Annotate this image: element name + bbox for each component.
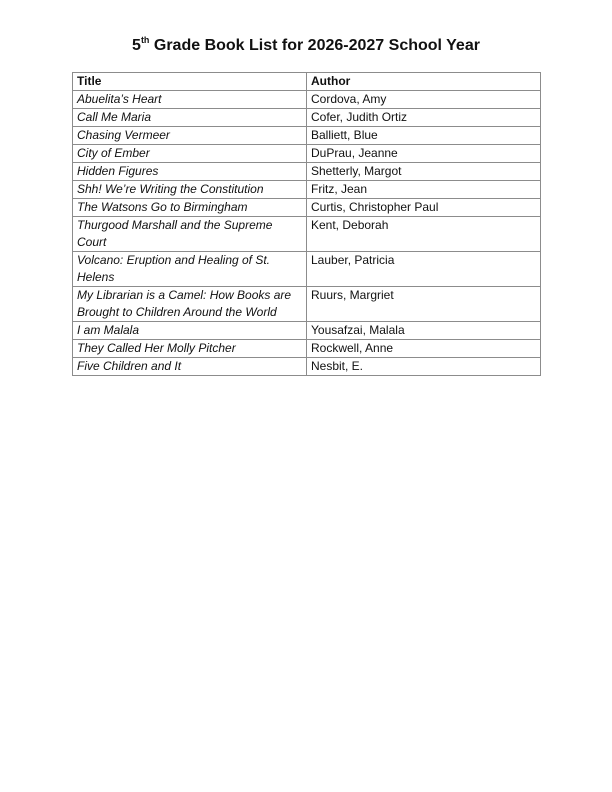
book-author: Kent, Deborah bbox=[307, 217, 541, 252]
book-title: They Called Her Molly Pitcher bbox=[73, 340, 307, 358]
book-title: I am Malala bbox=[73, 322, 307, 340]
book-author: Cordova, Amy bbox=[307, 91, 541, 109]
book-title: Five Children and It bbox=[73, 358, 307, 376]
book-author: Ruurs, Margriet bbox=[307, 287, 541, 322]
book-author: Yousafzai, Malala bbox=[307, 322, 541, 340]
book-title: The Watsons Go to Birmingham bbox=[73, 199, 307, 217]
grade-suffix: th bbox=[140, 34, 150, 45]
grade-number: 5 bbox=[132, 37, 141, 54]
book-title: Call Me Maria bbox=[73, 109, 307, 127]
book-author: Cofer, Judith Ortiz bbox=[307, 109, 541, 127]
book-title: Hidden Figures bbox=[73, 163, 307, 181]
table-row bbox=[73, 358, 541, 376]
book-list-table bbox=[72, 72, 541, 376]
book-title: My Librarian is a Camel: How Books are Brought to Children Around the World bbox=[73, 287, 307, 322]
book-title: Shh! We’re Writing the Constitution bbox=[73, 181, 307, 199]
book-title: City of Ember bbox=[73, 145, 307, 163]
page-title bbox=[0, 36, 612, 56]
table-header-row bbox=[73, 73, 541, 91]
book-title: Abuelita’s Heart bbox=[73, 91, 307, 109]
book-author: Shetterly, Margot bbox=[307, 163, 541, 181]
table-row bbox=[73, 287, 541, 322]
book-author: Fritz, Jean bbox=[307, 181, 541, 199]
table-row bbox=[73, 109, 541, 127]
table-row bbox=[73, 145, 541, 163]
book-title: Volcano: Eruption and Healing of St. Helens bbox=[73, 252, 307, 287]
table-row bbox=[73, 322, 541, 340]
book-author: Rockwell, Anne bbox=[307, 340, 541, 358]
book-title: Thurgood Marshall and the Supreme Court bbox=[73, 217, 307, 252]
table-row bbox=[73, 91, 541, 109]
table-row bbox=[73, 217, 541, 252]
book-title: Chasing Vermeer bbox=[73, 127, 307, 145]
book-author: Lauber, Patricia bbox=[307, 252, 541, 287]
book-author: Balliett, Blue bbox=[307, 127, 541, 145]
book-author: DuPrau, Jeanne bbox=[307, 145, 541, 163]
table-row bbox=[73, 181, 541, 199]
column-header-title: Title bbox=[73, 73, 307, 91]
book-author: Curtis, Christopher Paul bbox=[307, 199, 541, 217]
table-row bbox=[73, 127, 541, 145]
table-row bbox=[73, 252, 541, 287]
table-row bbox=[73, 199, 541, 217]
column-header-author: Author bbox=[307, 73, 541, 91]
book-author: Nesbit, E. bbox=[307, 358, 541, 376]
table-row bbox=[73, 340, 541, 358]
title-text: Grade Book List for 2026-2027 School Year bbox=[149, 37, 480, 54]
table-row bbox=[73, 163, 541, 181]
